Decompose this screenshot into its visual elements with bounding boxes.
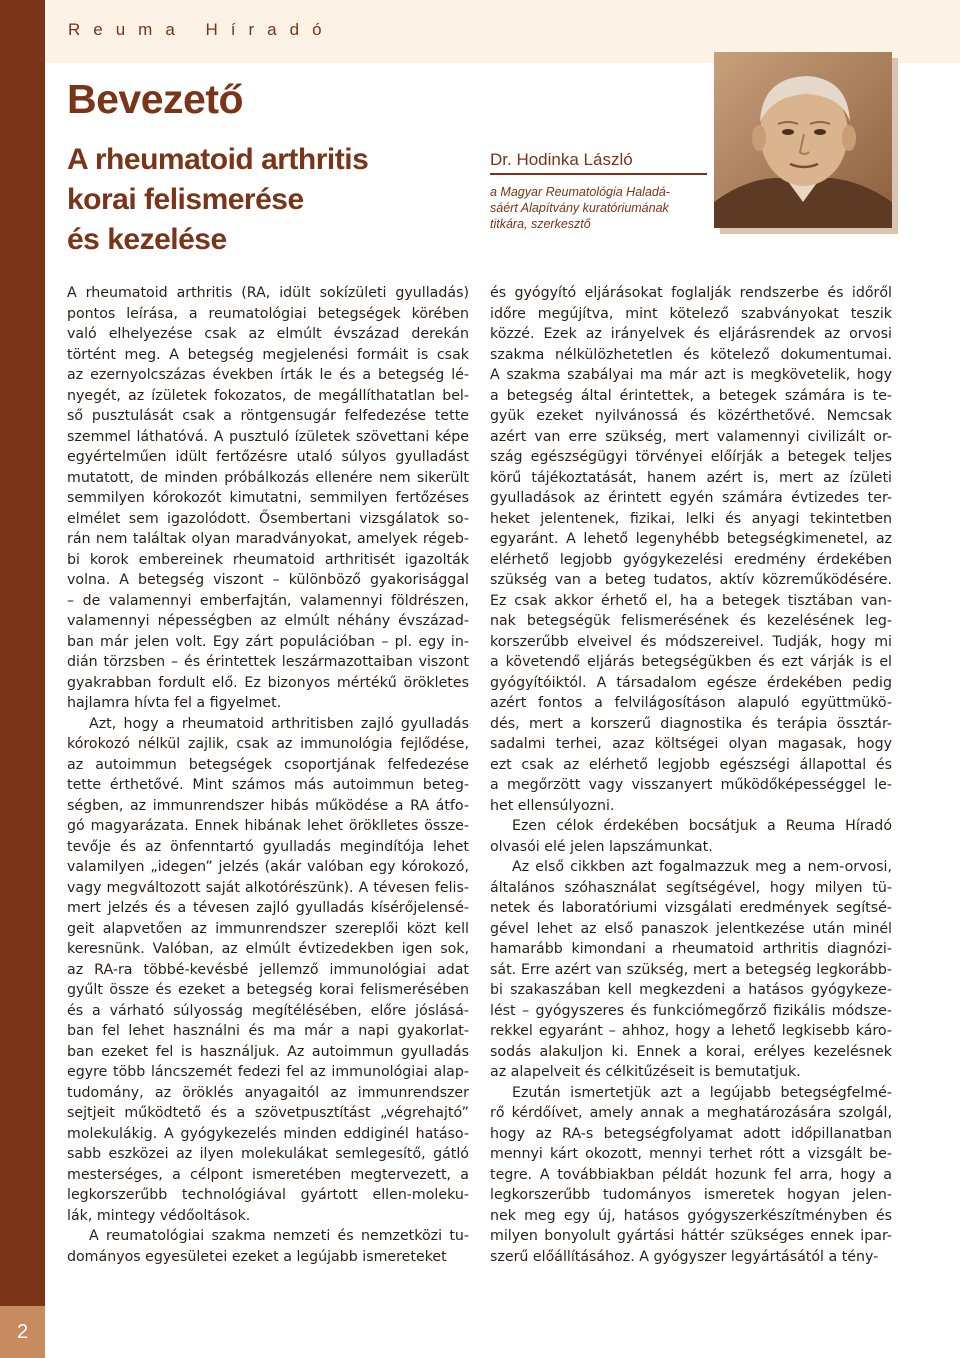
text-line: tette érthetővé. Mint számos más autoimmun beteg- <box>67 777 469 793</box>
text-line: gével lehet az első panaszok jelentkezése után minél <box>490 920 892 937</box>
text-line: az alapelveit és célkitűzéseit is bemutatjuk. <box>490 1064 801 1080</box>
text-line: het ellensúlyozni. <box>490 797 615 814</box>
text-line: bi korok embereinek rheumatoid arthritisét igazolták <box>67 551 469 568</box>
text-line: szükség van a beteg tudatos, aktív közreműködésére. <box>490 572 892 588</box>
text-line: a betegség által érintettek, a betegek számára is te- <box>490 387 892 404</box>
text-line: tegre. A továbbiakban példát hozunk fel arra, hogy a <box>490 1166 892 1183</box>
text-line: A rheumatoid arthritis (RA, idült sokízületi gyulladás) <box>67 285 469 301</box>
text-line: azért fontos a felvilágosításon alapuló együttmükö- <box>490 695 892 711</box>
text-line: geit alapvetően az immunrendszer szereplői közt kell <box>67 920 469 937</box>
text-line: A reumatológiai szakma nemzeti és nemzetközi tu- <box>89 1228 469 1244</box>
text-line: valamilyen „idegen” jelzés (akár valóban egy kórokozó, <box>67 859 469 875</box>
text-line: legkorszerűbb technológiával gyártott ellen-moleku- <box>67 1187 469 1203</box>
text-line: gyük ezeket nyilvánossá és közérthetővé. Nemcsak <box>490 408 892 424</box>
text-line: Az első cikkben azt fogalmazzuk meg a nem-orvosi, <box>512 859 892 875</box>
text-line: vagy megváltozott saját alkotórészünk). A tévesen felis- <box>67 879 469 896</box>
text-line: körű tájékoztatását, hanem azért is, mert az ízületi <box>490 469 892 486</box>
text-line: hogy az RA-s betegségfolyamat adott időpillanatban <box>490 1125 892 1142</box>
text-line: egyaránt. A lehető legenyhébb betegségkimenetel, az <box>490 531 892 547</box>
text-line: ségben, az immunrendszer hibás működése a RA átfo- <box>67 797 469 814</box>
text-line: egyértelműen idült fertőzésre utaló súlyos gyulladást <box>67 449 469 465</box>
text-line: szakma nélkülözhetetlen és kötelező dokumentumai. <box>490 346 892 363</box>
text-line: valamennyi népességben az elmúlt néhány évszázad- <box>67 613 469 629</box>
text-line: olvasói elé jelen lapszámunkat. <box>490 838 713 855</box>
text-line: korszerűbb elveivel és módszereivel. Tudják, hogy mi <box>490 633 892 650</box>
text-line: mutatott, de minden próbálkozás ellenére nem sikerült <box>67 469 469 486</box>
text-line: ső pusztulását csak a röntgensugár felfedezése tette <box>67 408 469 424</box>
text-line: nyegét, az ízületek fokozatos, de megállíthatatlan bel- <box>67 387 469 404</box>
text-line: mert jelzés és a tévesen zajló gyulladás kísérőjelensé- <box>67 900 469 916</box>
text-line: sejtjeit működtető és a szövetpusztítást „végrehajtó” <box>67 1105 469 1121</box>
text-line: azért van erre szükség, mert valamennyi civilizált or- <box>490 428 892 445</box>
text-line: lést – gyógyszeres és funkciómegőrző fizikális módsze- <box>490 1002 892 1019</box>
author-description-line: sáért Alapítvány kuratóriumának <box>490 201 669 215</box>
text-line: rekkel egyaránt – ahhoz, hogy a lehető legkisebb káro- <box>490 1023 892 1039</box>
text-line: tevője és az önfenntartó gyulladás megindítója lehet <box>67 838 469 855</box>
text-line: bi szakaszában kell megkezdeni a hatásos gyógykeze- <box>490 982 892 998</box>
text-line: rő kérdőívet, amely annak a meghatározására szolgál, <box>490 1105 892 1121</box>
author-description <box>490 184 705 232</box>
text-line: ezt csak az elérhető legjobb egészségi állapottal és <box>490 756 892 773</box>
series-title: Reuma Híradó <box>68 20 335 39</box>
article-title-line: és kezelése <box>67 223 227 256</box>
author-portrait-image <box>714 52 892 228</box>
article-column-right <box>490 283 892 1267</box>
text-line: dián törzsben – és érintettek leszármazottaiban viszont <box>67 654 469 670</box>
author-portrait <box>714 52 892 228</box>
author-name: Dr. Hodinka László <box>490 150 633 169</box>
text-line: közzé. Ezek az irányelvek és eljárásrendek az orvosi <box>490 326 892 342</box>
section-title: Bevezető <box>67 76 244 122</box>
text-line: Ezután ismertetjük azt a legújabb betegségfelmé- <box>512 1084 892 1101</box>
text-line: milyen bonyolult gyártási háttér szükséges ennek ipar- <box>490 1228 892 1244</box>
text-line: sodás alakuljon ki. Ennek a korai, erélyes kezelésnek <box>490 1043 892 1060</box>
text-line: gyulladások az érintett egyén számára évtizedes ter- <box>490 490 892 506</box>
article-column-left <box>67 283 469 1267</box>
text-line: nak betegségük felismerésének és kezelésének leg- <box>490 613 892 629</box>
text-line: volna. A betegség viszont – különböző gyakorisággal <box>67 572 469 588</box>
text-line: ban ezeket fel is használjuk. Az autoimmun gyulladás <box>67 1043 469 1060</box>
text-line: semmilyen kórokozót kimutatni, semmilyen fertőzéses <box>67 490 469 506</box>
text-line: sabb eszközei az ilyen molekulákat semlegesítő, gátló <box>67 1146 469 1162</box>
text-line: lák, mintegy védőoltások. <box>67 1207 251 1224</box>
text-line: a megőrzött vagy visszanyert működőképességgel le- <box>490 777 892 793</box>
left-color-bar <box>0 0 45 1358</box>
text-line: szerű előállításához. A gyógyszer legyártásától a tény- <box>490 1248 879 1265</box>
text-line: sát. Erre azért van szükség, mert a betegség legkorább- <box>490 961 892 978</box>
text-line: ban fel lehet használni és ma már a napi gyakorlat- <box>67 1023 469 1039</box>
text-line: sadalmi terhei, azaz költségei olyan magasak, hogy <box>490 736 892 752</box>
text-line: elmélet sem igazolódott. Ősembertani vizsgálatok so- <box>67 510 469 527</box>
text-line: hamarább kimondani a rheumatoid arthritis diagnózi- <box>490 941 892 957</box>
text-line: Azt, hogy a rheumatoid arthritisben zajló gyulladás <box>89 715 469 732</box>
text-line: pontos leírása, a reumatológiai betegségek körében <box>67 305 469 322</box>
page-number: 2 <box>16 1321 29 1343</box>
text-line: heket jelentenek, fizikai, lelki és anyagi tekintetben <box>490 510 892 527</box>
text-line: mennyi kárt okozott, mennyi terhet rótt a vizsgált be- <box>490 1146 892 1162</box>
text-line: keresnünk. Valóban, az elmúlt évtizedekben igen sok, <box>67 941 469 957</box>
text-line: legkorszerűbb tudományos ismeretek hogyan jelen- <box>490 1187 892 1203</box>
text-line: és a várható súlyosság megítélésében, előre jóslásá- <box>67 1002 469 1019</box>
text-line: gyakrabban fordult elő. Ez bizonyos mértékű örökletes <box>67 674 469 691</box>
author-divider <box>490 173 707 175</box>
text-line: általános szóhasználat segítségével, hogy milyen tü- <box>490 879 892 896</box>
text-line: az autoimmun betegségek csoportjának felfedezése <box>67 756 469 773</box>
text-line: mesterséges, a célpont ismeretében megtervezett, a <box>67 1166 469 1183</box>
article-title <box>67 140 447 260</box>
text-line: szág egészségügyi törvényei előírják a betegek teljes <box>490 449 892 465</box>
text-line: gyógyítóiktól. A társadalom egésze érdekében pedig <box>490 674 892 691</box>
text-line: történt meg. A betegség megjelenési formáit is csak <box>67 346 469 363</box>
text-line: kórokozó nélkül zajlik, csak az immunológia fejlődése, <box>67 736 469 752</box>
text-line: időre megújítva, mint kötelező szabványokat teszik <box>490 305 892 322</box>
text-line: Ezen célok érdekében bocsátjuk a Reuma Híradó <box>512 818 892 834</box>
text-line: hajlamra hívta fel a figyelmet. <box>67 695 282 711</box>
text-line: az RA-ra többé-kevésbé jellemző immunológiai adat <box>67 961 469 978</box>
text-line: gó magyarázata. Ennek hibának lehet öröklletes össze- <box>67 818 469 834</box>
text-line: A szakma szabályai ma már azt is megkövetelik, hogy <box>490 367 892 383</box>
text-line: ban már jelen volt. Egy zárt populációban – pl. egy in- <box>67 633 469 650</box>
text-line: gyűlt össze és ezeket a betegség korai felismerésében <box>67 982 469 998</box>
text-line: nek meg egy új, hatásos gyógyszerkészítményben és <box>490 1207 892 1224</box>
text-line: rán nem találtak olyan maradványokat, amelyek régeb- <box>67 531 469 547</box>
text-line: a követendő eljárás betegségükben és ezt várják is el <box>490 654 892 670</box>
text-line: tudomány, az öröklés anyagaitól az immunrendszer <box>67 1084 469 1101</box>
text-line: dományos egyesületei ezeket a legújabb ismereteket <box>67 1248 447 1265</box>
text-line: molekulákig. A gyógykezelés minden eddiginél hatáso- <box>67 1125 469 1142</box>
text-line: való elhelyezése csak az elmúlt évszázad derekán <box>67 326 469 342</box>
text-line: elérhető legjobb gyógykezelési eredmény érdekében <box>490 551 892 568</box>
text-line: az ezernyolcszázas években írták le és a betegség lé- <box>67 367 469 383</box>
article-title-line: korai felismerése <box>67 183 304 216</box>
text-line: szemmel láthatóvá. A pusztuló ízületek szövettani képe <box>67 428 469 445</box>
text-line: netek és laboratóriumi vizsgálati eredmények segítsé- <box>490 900 892 916</box>
article-title-line: A rheumatoid arthritis <box>67 143 369 176</box>
author-description-line: a Magyar Reumatológia Haladá- <box>490 185 670 199</box>
text-line: Ez csak akkor érhető el, ha a betegek tisztában van- <box>490 592 892 609</box>
author-description-line: titkára, szerkesztő <box>490 217 591 231</box>
text-line: egyre több láncszemét fedezi fel az immunológiai alap- <box>67 1064 469 1080</box>
text-line: és gyógyító eljárásokat foglalják rendszerbe és időről <box>490 285 892 301</box>
text-line: – de valamennyi emberfajtán, valamennyi földrészen, <box>67 592 469 609</box>
text-line: dés, mert a korszerű diagnostika és terápia össztár- <box>490 715 892 732</box>
